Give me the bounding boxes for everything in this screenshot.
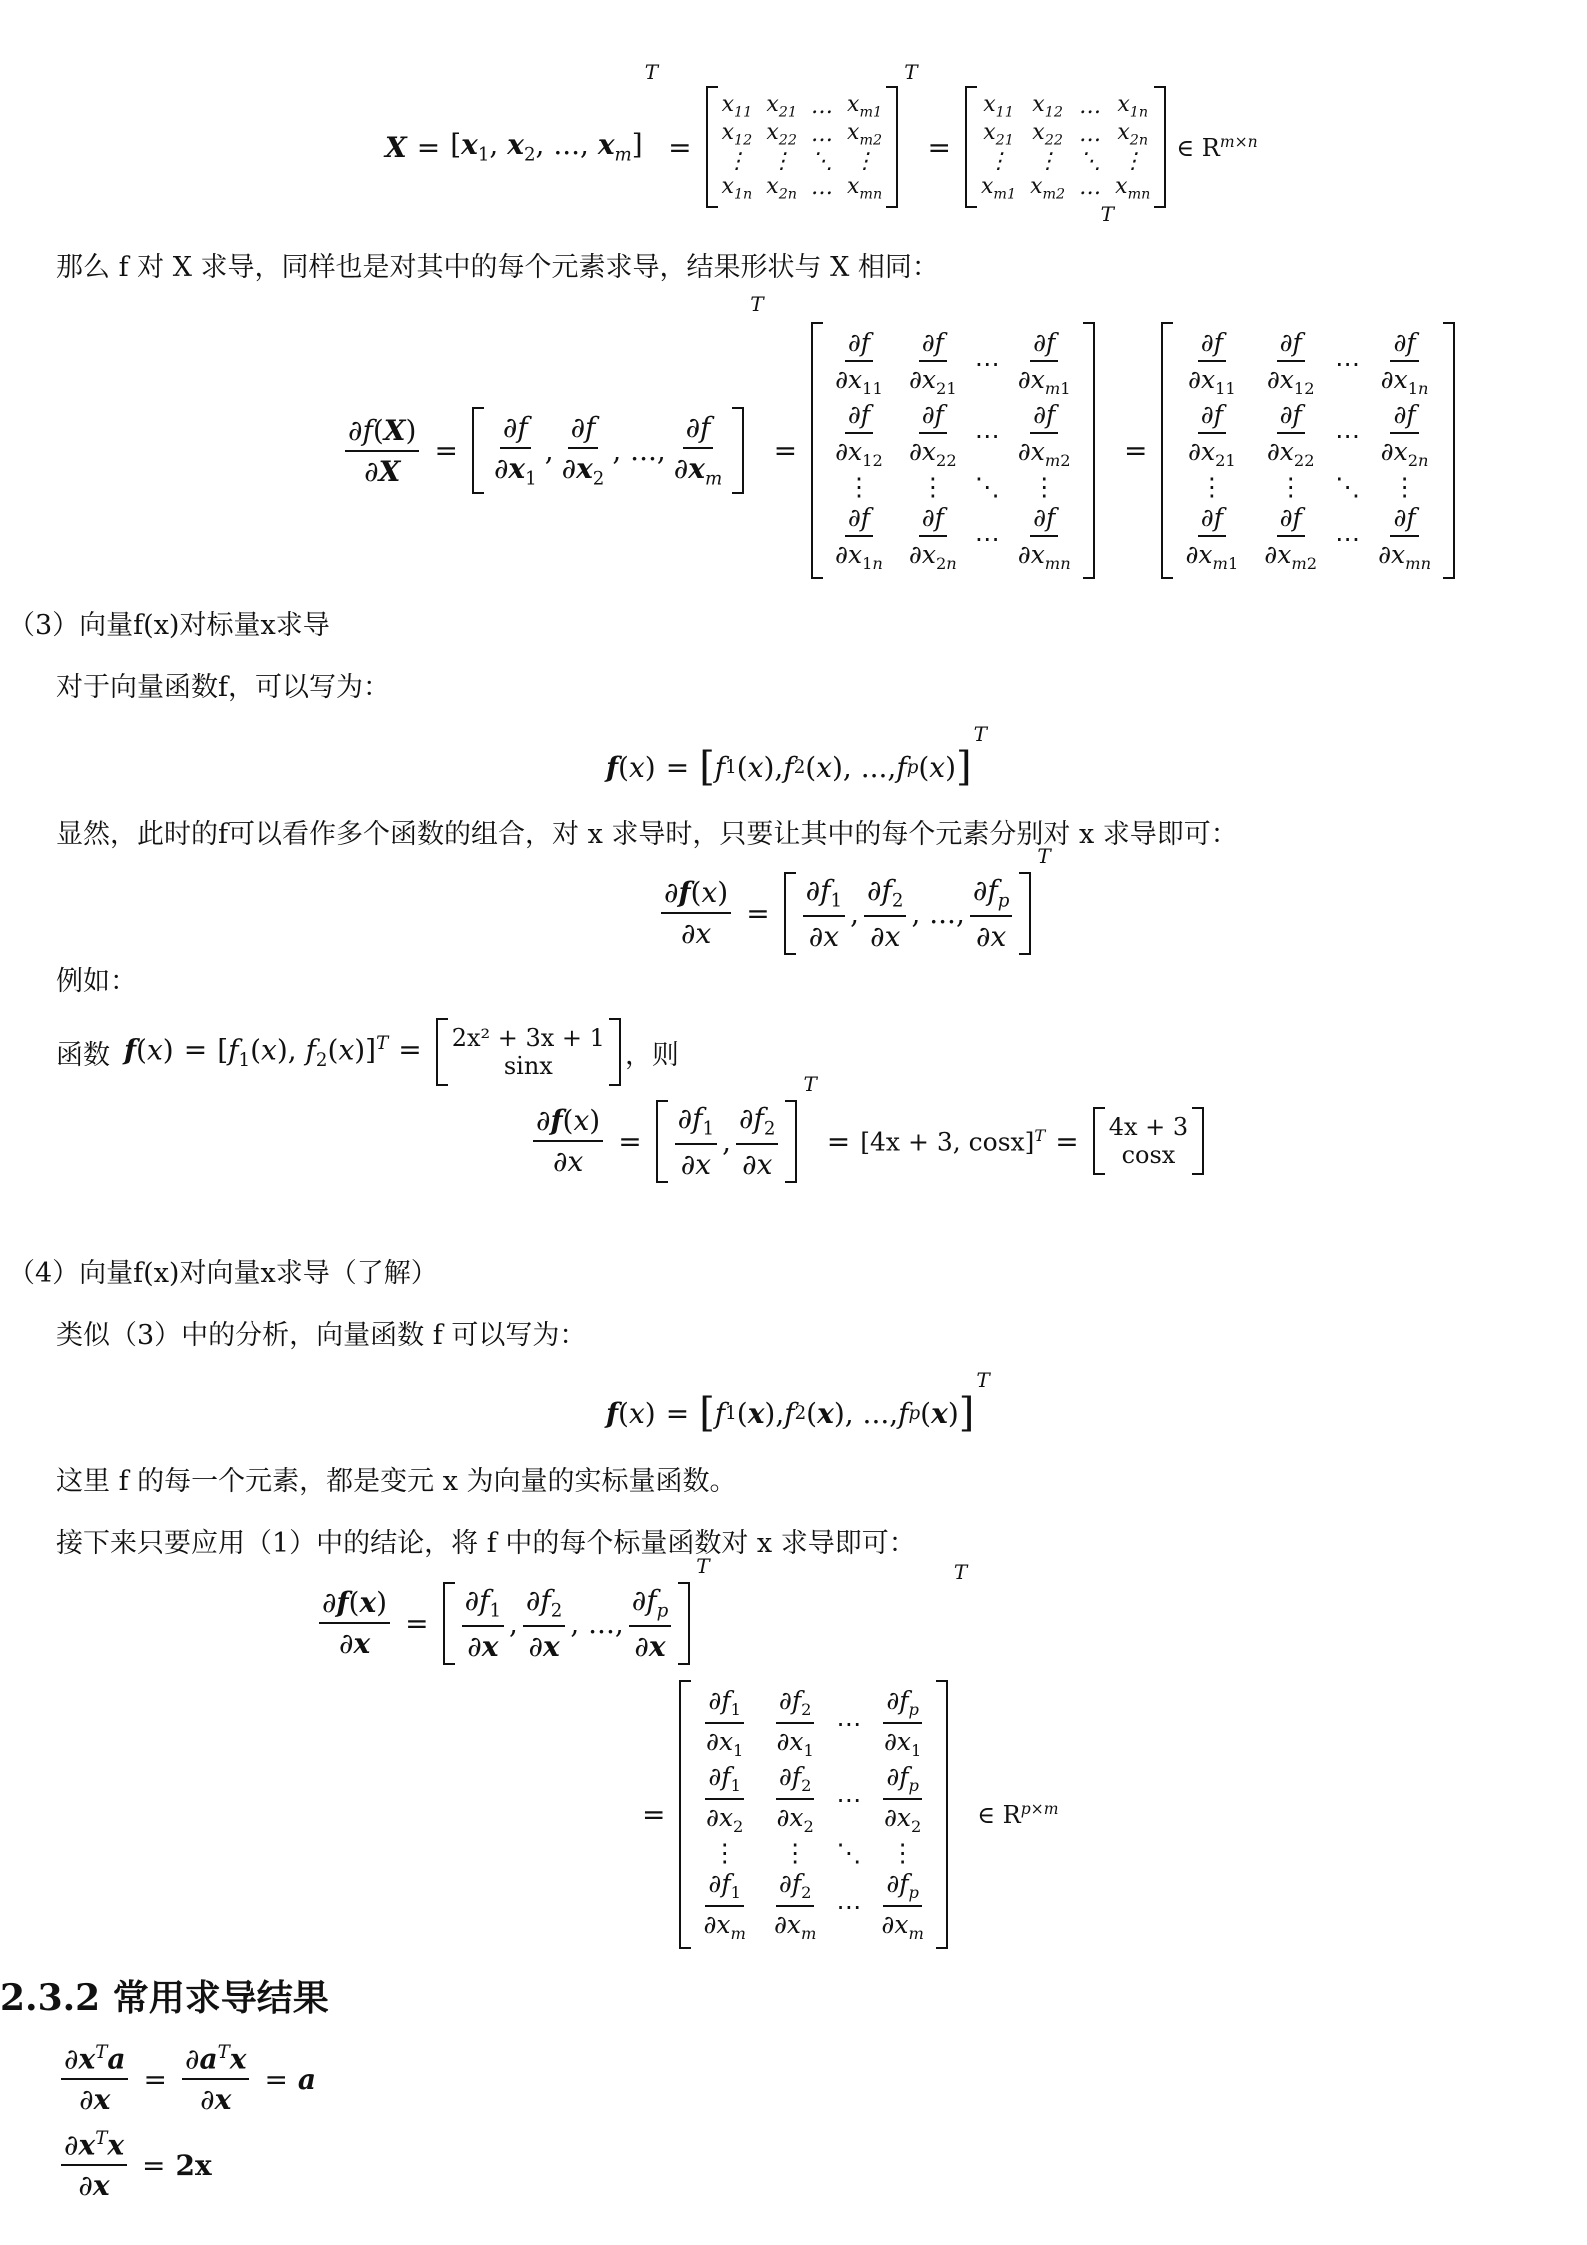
example-deriv-1: 4x + 3 bbox=[1108, 1113, 1189, 1142]
equation-df-dx-vector: $\frac{\partial f(x)}{\partial x}$ = $\frac{\partial f_1}{\partial x}$ , $\frac{\partial f_2}{\partial x}$ , ..., $\frac{\partial f_p}{\partial x}$ T bbox=[314, 1582, 710, 1665]
section-3-title: （3）向量f(x)对标量x求导 bbox=[8, 610, 330, 641]
paragraph-each-element: 这里 f 的每一个元素，都是变元 x 为向量的实标量函数。 bbox=[56, 1466, 737, 1497]
equation-dxtx-dx: $\frac{\partial x^Tx}{\partial x}$ = 2x bbox=[56, 2128, 212, 2202]
paragraph-vector-function: 对于向量函数f，可以写为： bbox=[56, 672, 390, 703]
equation-df-dx-scalar: $\frac{\partial f(x)}{\partial x}$ = $\frac{\partial f_1}{\partial x}$ , $\frac{\partial f_2}{\partial x}$ , ..., $\frac{\partial f_p}{\partial x}$ T bbox=[656, 872, 1051, 955]
equation-example-derivative: $\frac{\partial f(x)}{\partial x}$ = $\frac{\partial f_1}{\partial x}$ , $\frac{\partial f_2}{\partial x}$ T = [4x + 3, cosx]$^T$ = 4x + 3 cosx bbox=[528, 1100, 1208, 1183]
result-2x: 2x bbox=[175, 2148, 212, 2182]
equation-example-function: 函数 $f(x) = [f_1(x)$, $f_2(x)]^T$ = 2x² + 3x + 1 sinx ，则 bbox=[56, 1018, 679, 1086]
equation-df-dX: $\frac{\partial f(X)}{\partial X}$ = $\frac{\partial f}{\partial x_1}$ , $\frac{\partial f}{\partial x_2}$ , ..., $\frac{\partial f}{\partial x_m}$ T = $\frac{\partial f}{\partial x_{11}}$ $\frac{\partial f}{\partial x_{21}}$ ⋯ $\frac{\partial f}{\partial x_{m1}}$ $\frac{\partial f}{\partial x_{12}}$ $\frac{\partial f}{\partial x_{22}}$ ⋯ $\frac{\partial f}{\partial x_{m2}}$ ⋮ ⋮ ⋱ ⋮ $\frac{\partial f}{\partial x_{1n}}$ $\frac{\partial f}{\partial x_{2n}}$ ⋯ $\frac{\partial f}{\partial x_{mn}}$ T = $\frac{\partial f}{\partial x_{11}}$ $\frac{\partial f}{\partial x_{12}}$ ⋯ $\frac{\partial f}{\partial x_{1n}}$ $\frac{\partial f}{\partial x_{21}}$ $\frac{\partial f}{\partial x_{22}}$ ⋯ $\frac{\partial f}{\partial x_{2n}}$ ⋮ ⋮ ⋱ ⋮ $\frac{\partial f}{\partial x_{m1}}$ $\frac{\partial f}{\partial x_{m2}}$ ⋯ $\frac{\partial f}{\partial x_{mn}}$ bbox=[340, 322, 1459, 579]
then-label: ，则 bbox=[624, 1039, 679, 1071]
equation-dxta-dx: $\frac{\partial x^Ta}{\partial x}$ = $\frac{\partial a^Tx}{\partial x}$ = a bbox=[56, 2042, 316, 2116]
rmn-exponent: m×n bbox=[1219, 132, 1258, 151]
example-entry-2: sinx bbox=[503, 1052, 553, 1080]
equation-x-matrix-full: X = [$x_1$, $x_2$, ..., $x_m$] T = $x_{11}$ $x_{21}$ … $x_{m1}$ $x_{12}$ $x_{22}$ … $x_{m2}$ ⋮ ⋮ ⋱ ⋮ $x_{1n}$ $x_{2n}$ … $x_{mn}$ T = $x_{11}$ $x_{12}$ … $x_{1n}$ $x_{21}$ $x_{22}$ … $x_{2n}$ ⋮ ⋮ ⋱ ⋮ $x_{m1}$ $x_{m2}$ … $x_{mn}$ ∈ $R^{m\times n}$ bbox=[385, 86, 1268, 208]
in-r-symbol-2: ∈ R bbox=[977, 1801, 1021, 1829]
paragraph-example: 例如： bbox=[56, 966, 137, 997]
example-row-vector: [4x + 3, cosx] bbox=[860, 1127, 1035, 1157]
section-4-title: （4）向量f(x)对向量x求导（了解） bbox=[8, 1258, 438, 1289]
rpm-exponent: p×m bbox=[1020, 1800, 1059, 1818]
equation-jacobian-matrix: = $\frac{\partial f_1}{\partial x_1}$ $\frac{\partial f_2}{\partial x_1}$ ⋯ $\frac{\partial f_p}{\partial x_1}$ $\frac{\partial f_1}{\partial x_2}$ $\frac{\partial f_2}{\partial x_2}$ ⋯ $\frac{\partial f_p}{\partial x_2}$ ⋮ ⋮ ⋱ ⋮ $\frac{\partial f_1}{\partial x_m}$ $\frac{\partial f_2}{\partial x_m}$ ⋯ $\frac{\partial f_p}{\partial x_m}$ T ∈ $R^{p\times m}$ bbox=[632, 1680, 1059, 1949]
equation-f-of-vector-x: f ( x ) = [ f 1 ( x ), f 2 ( x ), ..., f p ( x ) ] T bbox=[606, 1368, 990, 1436]
paragraph-combination: 显然，此时的f可以看作多个函数的组合，对 x 求导时，只要让其中的每个元素分别对 x 求导即可： bbox=[56, 819, 1238, 850]
function-label: 函数 bbox=[56, 1039, 110, 1071]
paragraph-derivative-wrt-matrix: 那么 f 对 X 求导，同样也是对其中的每个元素求导，结果形状与 X 相同： bbox=[56, 252, 939, 283]
paragraph-similar-analysis: 类似（3）中的分析，向量函数 f 可以写为： bbox=[56, 1320, 587, 1351]
paragraph-apply-conclusion: 接下来只要应用（1）中的结论，将 f 中的每个标量函数对 x 求导即可： bbox=[56, 1528, 916, 1559]
in-r-symbol: ∈ R bbox=[1176, 133, 1220, 162]
example-deriv-2: cosx bbox=[1121, 1141, 1176, 1170]
section-heading-2-3-2: 2.3.2 常用求导结果 bbox=[0, 1977, 329, 2019]
example-entry-1: 2x² + 3x + 1 bbox=[451, 1024, 605, 1052]
equation-f-of-x-scalar: f ( x ) = [ f 1 ( x ), f 2 ( x ), ..., f p ( x ) ] T bbox=[606, 722, 987, 790]
